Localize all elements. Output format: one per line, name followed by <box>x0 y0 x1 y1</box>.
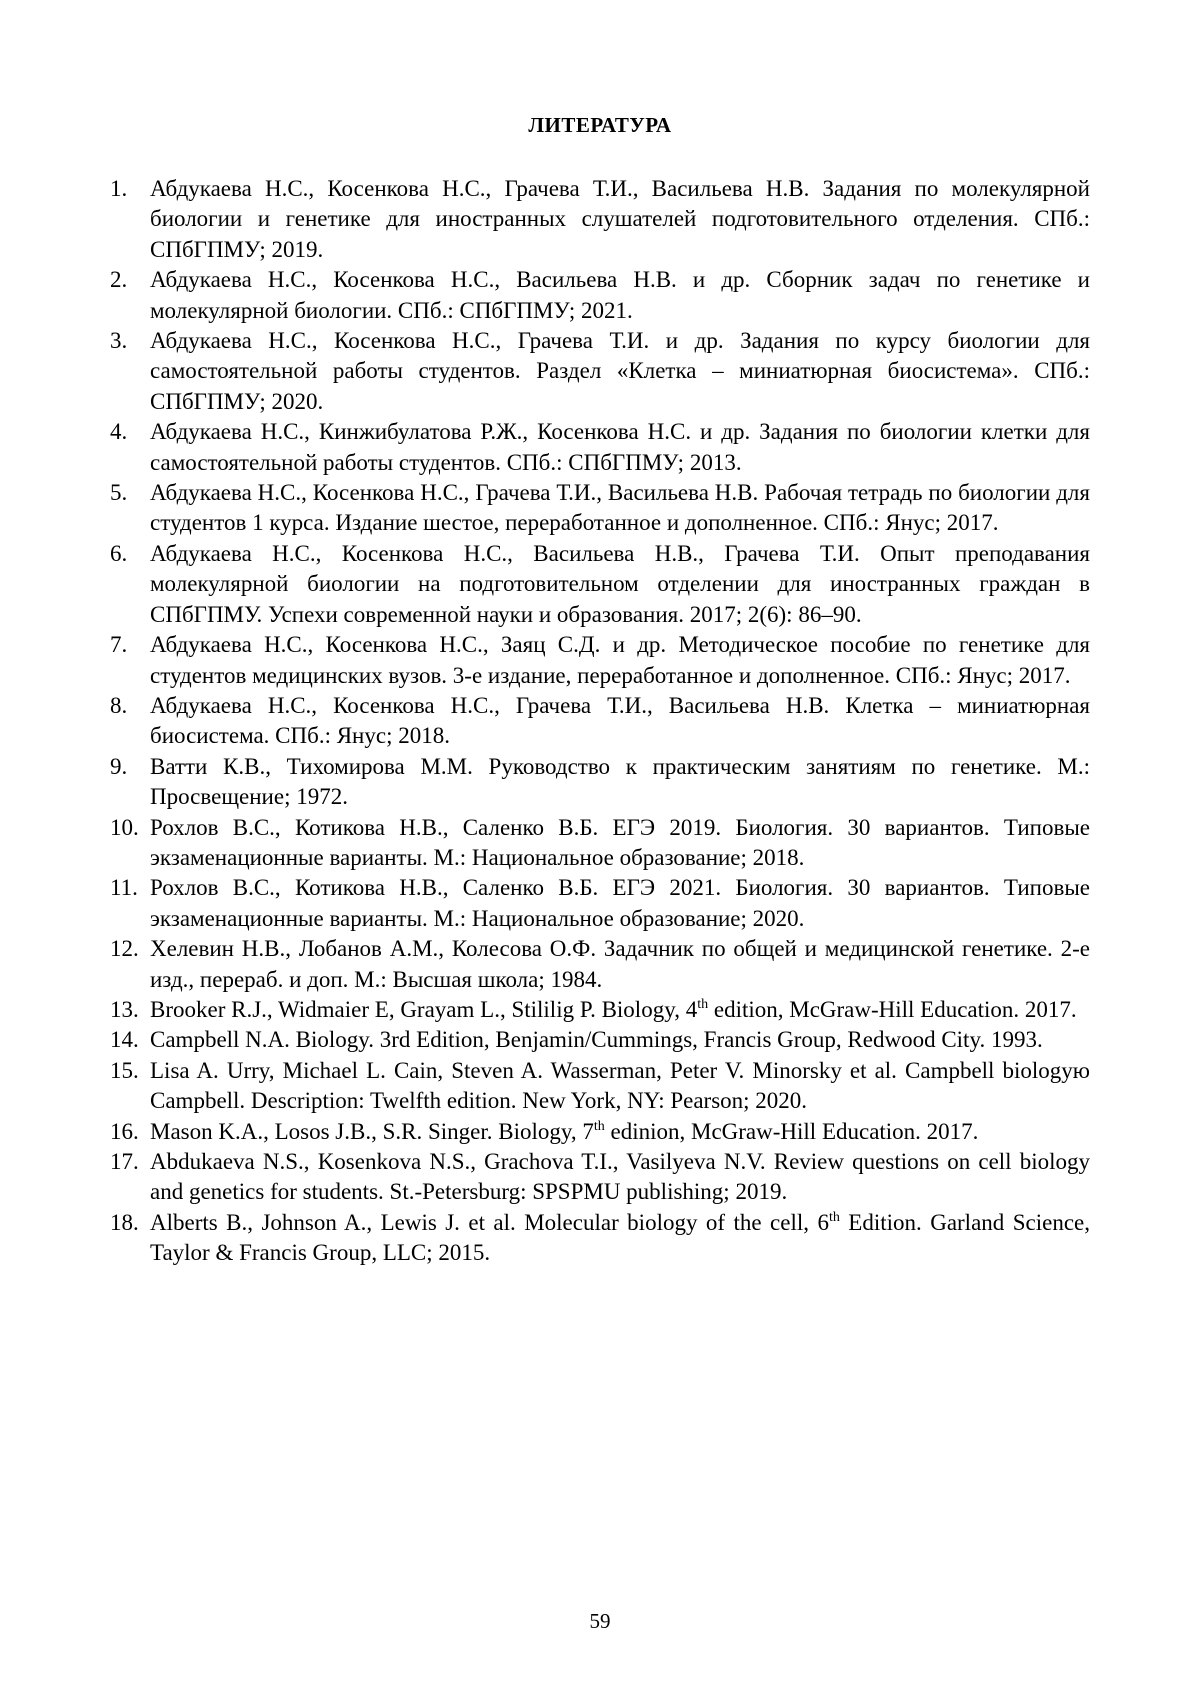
reference-text-part: Рохлов В.С., Котикова Н.В., Саленко В.Б. ЕГЭ 2019. Биология. 30 вариантов. Типовые экзаменационные варианты. М.: Национальное образование; 2018. <box>150 814 1090 870</box>
reference-number: 11. <box>110 875 138 901</box>
reference-text-part: Mason K.A., Losos J.B., S.R. Singer. Biology, 7 <box>150 1118 594 1144</box>
reference-number: 15. <box>110 1057 139 1083</box>
reference-text-part: Ватти К.В., Тихомирова М.М. Руководство к практическим занятиям по генетике. М.: Просвещение; 1972. <box>150 753 1090 810</box>
reference-text <box>150 1025 1090 1055</box>
page-number: 59 <box>589 1609 611 1633</box>
reference-item <box>110 630 1090 691</box>
reference-number: 4. <box>110 419 128 445</box>
reference-item <box>110 174 1090 265</box>
reference-text <box>150 813 1090 874</box>
reference-number: 8. <box>110 692 128 718</box>
reference-item <box>110 752 1090 813</box>
reference-item <box>110 478 1090 539</box>
reference-text <box>150 873 1090 934</box>
reference-text <box>150 1117 1090 1147</box>
reference-number: 1. <box>110 176 128 201</box>
reference-number: 2. <box>110 267 128 293</box>
reference-item <box>110 417 1090 478</box>
reference-item <box>110 873 1090 934</box>
reference-number: 13. <box>110 996 139 1022</box>
reference-item <box>110 1056 1090 1117</box>
reference-text-part: Абдукаева Н.С., Косенкова Н.С., Грачева Т.И., Васильева Н.В. Задания по молекулярной биологии и генетике для иностранных слушателей подготовительного отделения. СПб.: СПбГПМУ; 2019. <box>150 176 1090 262</box>
reference-number: 16. <box>110 1118 139 1144</box>
reference-text-part: Абдукаева Н.С., Косенкова Н.С., Заяц С.Д. и др. Методическое пособие по генетике для студентов медицинских вузов. 3-е издание, переработанное и дополненное. СПб.: Янус; 2017. <box>150 632 1090 688</box>
reference-number: 14. <box>110 1027 139 1053</box>
reference-text <box>150 326 1090 417</box>
reference-number: 6. <box>110 540 128 566</box>
reference-text <box>150 752 1090 813</box>
reference-text-part: Abdukaeva N.S., Kosenkova N.S., Grachova T.I., Vasilyeva N.V. Review questions on cell biology and genetics for students. St.-Petersburg: SPSPMU publishing; 2019. <box>150 1149 1090 1205</box>
superscript: th <box>697 996 709 1012</box>
reference-item <box>110 1147 1090 1208</box>
superscript: th <box>828 1209 840 1225</box>
reference-number: 7. <box>110 632 128 658</box>
reference-number: 10. <box>110 814 139 840</box>
reference-text <box>150 417 1090 478</box>
reference-item <box>110 813 1090 874</box>
reference-text <box>150 174 1090 265</box>
reference-text <box>150 539 1090 630</box>
reference-text <box>150 934 1090 995</box>
reference-text-part: Alberts B., Johnson A., Lewis J. et al. Molecular biology of the cell, 6 <box>150 1209 829 1235</box>
reference-text-part: Brooker R.J., Widmaier E, Grayam L., Stililig P. Biology, 4 <box>150 996 698 1022</box>
reference-item <box>110 1025 1090 1055</box>
reference-number: 17. <box>110 1149 139 1174</box>
reference-text-part: Lisa A. Urry, Michael L. Cain, Steven A. Wasserman, Peter V. Minorsky et al. Campbell biologyю Campbell. Description: Twelfth edition. New York, NY: Pearson; 2020. <box>150 1057 1090 1114</box>
reference-item <box>110 995 1090 1025</box>
reference-list <box>110 174 1090 1269</box>
reference-text-part: edinion, McGraw-Hill Education. 2017. <box>604 1118 979 1144</box>
reference-item <box>110 326 1090 417</box>
superscript: th <box>593 1118 605 1134</box>
reference-number: 9. <box>110 753 128 779</box>
reference-text-part: Абдукаева Н.С., Косенкова Н.С., Васильева Н.В. и др. Сборник задач по генетике и молекулярной биологии. СПб.: СПбГПМУ; 2021. <box>150 267 1090 323</box>
reference-text-part: Абдукаева Н.С., Косенкова Н.С., Грачева Т.И., Васильева Н.В. Клетка – миниатюрная биосистема. СПб.: Янус; 2018. <box>150 692 1090 749</box>
reference-text-part: Абдукаева Н.С., Кинжибулатова Р.Ж., Косенкова Н.С. и др. Задания по биологии клетки для самостоятельной работы студентов. СПб.: СПбГПМУ; 2013. <box>150 419 1090 475</box>
reference-text <box>150 1208 1090 1269</box>
reference-number: 3. <box>110 328 128 354</box>
reference-text <box>150 995 1090 1025</box>
reference-text-part: Edition. Garland Science, Taylor & Francis Group, LLC; 2015. <box>150 1209 1090 1266</box>
reference-item <box>110 1208 1090 1269</box>
reference-number: 5. <box>110 480 128 506</box>
reference-item <box>110 265 1090 326</box>
reference-item <box>110 1117 1090 1147</box>
reference-text-part: Campbell N.A. Biology. 3rd Edition, Benjamin/Cummings, Francis Group, Redwood City. 1993. <box>150 1027 1043 1053</box>
reference-item <box>110 934 1090 995</box>
reference-text <box>150 265 1090 326</box>
reference-text-part: Абдукаева Н.С., Косенкова Н.С., Грачева Т.И. и др. Задания по курсу биологии для самостоятельной работы студентов. Раздел «Клетка – миниатюрная биосистема». СПб.: СПбГПМУ; 2020. <box>150 328 1090 414</box>
reference-text-part: Хелевин Н.В., Лобанов А.М., Колесова О.Ф. Задачник по общей и медицинской генетике. 2-е изд., перераб. и доп. М.: Высшая школа; 1984. <box>150 936 1090 992</box>
page-title: ЛИТЕРАТУРА <box>528 113 672 137</box>
reference-text-part: Абдукаева Н.С., Косенкова Н.С., Васильева Н.В., Грачева Т.И. Опыт преподавания молекулярной биологии на подготовительном отделении для иностранных граждан в СПбГПМУ. Успехи современной науки и образования. 2017; 2(6): 86–90. <box>150 540 1090 627</box>
reference-number: 18. <box>110 1209 139 1235</box>
reference-number: 12. <box>110 936 139 962</box>
reference-text <box>150 630 1090 691</box>
reference-text-part: Рохлов В.С., Котикова Н.В., Саленко В.Б. ЕГЭ 2021. Биология. 30 вариантов. Типовые экзаменационные варианты. М.: Национальное образование; 2020. <box>150 875 1090 931</box>
reference-text <box>150 478 1090 539</box>
reference-item <box>110 539 1090 630</box>
reference-text-part: Абдукаева Н.С., Косенкова Н.С., Грачева Т.И., Васильева Н.В. Рабочая тетрадь по биологии для студентов 1 курса. Издание шестое, переработанное и дополненное. СПб.: Янус; 2017. <box>150 480 1090 536</box>
reference-text <box>150 1056 1090 1117</box>
reference-text-part: edition, McGraw-Hill Education. 2017. <box>708 996 1077 1022</box>
reference-text <box>150 691 1090 752</box>
reference-text <box>150 1147 1090 1208</box>
reference-item <box>110 691 1090 752</box>
